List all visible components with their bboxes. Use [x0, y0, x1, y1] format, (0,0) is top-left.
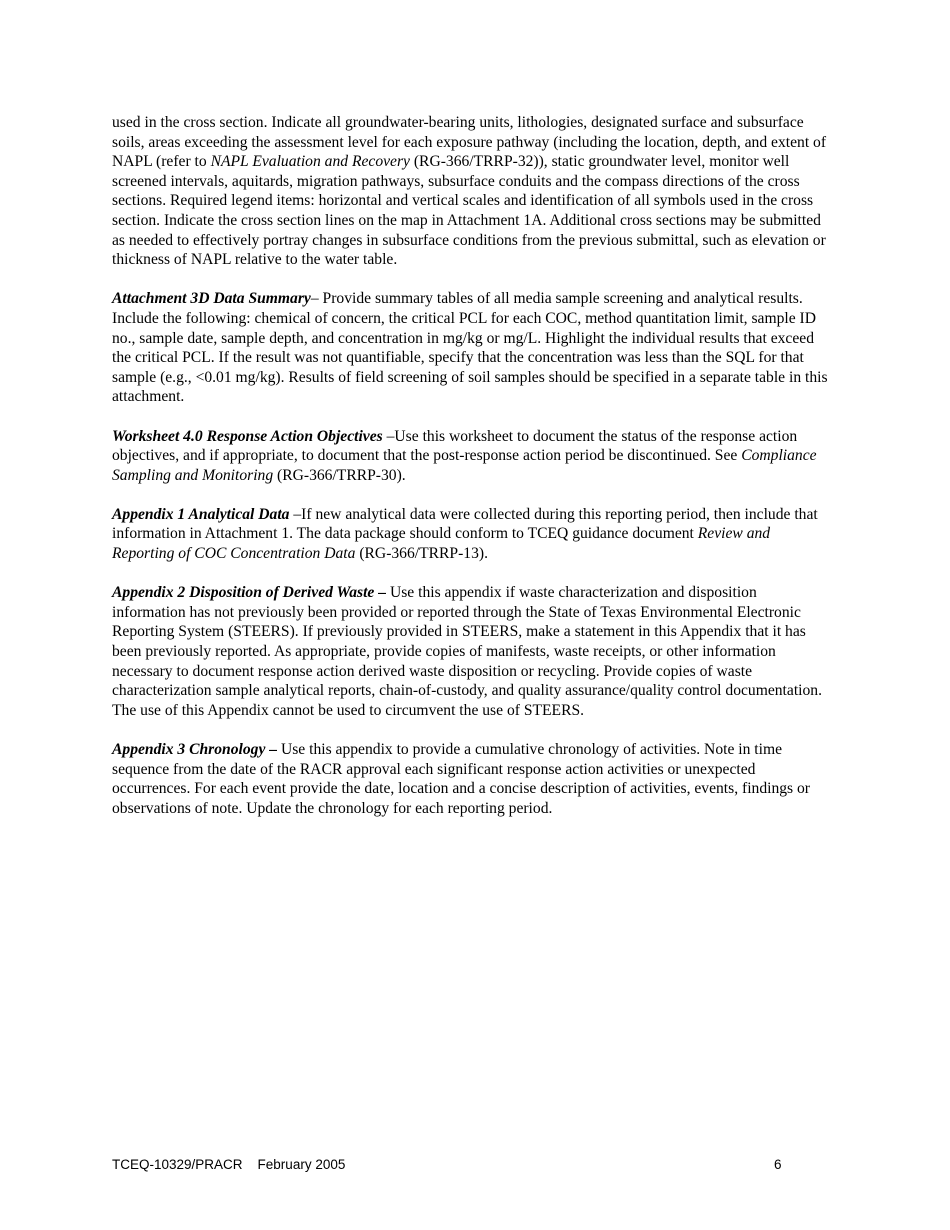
document-title-reference: Compliance Sampling and Monitoring — [112, 447, 817, 484]
body-text: (RG-366/TRRP-32)), static groundwater level, monitor well screened intervals, aquitards, migration pathways, subsurface conduits and the compass directions of the cross sections. Required legend items: horizontal and vertical scales and identification of all symbols used in the cross section. Indicate the cross section lines on the map in Attachment 1A. Additional cross sections may be submitted as needed to effectively portray changes in subsurface conditions from the previous submittal, such as elevation or thickness of NAPL relative to the water table. — [112, 153, 826, 269]
footer-form-id: TCEQ-10329/PRACR February 2005 — [112, 1157, 346, 1172]
document-body — [112, 113, 834, 838]
section-heading: Attachment 3D Data Summary — [112, 290, 311, 308]
body-text: –Use this worksheet to document the status of the response action objectives, and if appropriate, to document that the post-response action period be discontinued. See — [112, 427, 798, 465]
body-text: Use this appendix if waste characterization and disposition information has not previously been provided or reported through the State of Texas Environmental Electronic Reporting System (STEERS). If previously provided in STEERS, make a statement in this Appendix that it has been previously reported. As appropriate, provide copies of manifests, waste receipts, or other information necessary to document response action derived waste disposition or recycling. Provide copies of waste characterization sample analytical reports, chain-of-custody, and quality assurance/quality control documentation. The use of this Appendix cannot be used to circumvent the use of STEERS. — [112, 584, 822, 719]
paragraph-appendix-2 — [112, 583, 834, 720]
body-text: Use this appendix to provide a cumulative chronology of activities. Note in time sequence from the date of the RACR approval each significant response action activities or unexpected occurrences. For each event provide the date, location and a concise description of activities, events, findings or observations of note. Update the chronology for each reporting period. — [112, 741, 811, 817]
document-title-reference: Review and Reporting of COC Concentration Data — [112, 525, 771, 563]
section-heading: Appendix 1 Analytical Data — [112, 505, 290, 523]
section-heading: Appendix 3 Chronology – — [112, 741, 278, 758]
section-heading: Worksheet 4.0 Response Action Objectives — [112, 427, 383, 445]
body-text: – Provide summary tables of all media sample screening and analytical results. Include the following: chemical of concern, the critical PCL for each COC, method quantitation limit, sample ID no., sample date, sample depth, and concentration in mg/kg or mg/L. Highlight the individual results that exceed the critical PCL. If the result was not quantifiable, specify that the concentration was less than the SQL for that sample (e.g., <0.01 mg/kg). Results of field screening of soil samples should be specified in a separate table in this attachment. — [112, 290, 828, 406]
paragraph-attachment-3d — [112, 289, 834, 407]
paragraph-appendix-1 — [112, 505, 834, 564]
body-text: used in the cross section. Indicate all groundwater-bearing units, lithologies, designated surface and subsurface soils, areas exceeding the assessment level for each exposure pathway (including the location, depth, and extent of NAPL (refer to — [112, 114, 827, 171]
body-text: (RG-366/TRRP-30). — [273, 466, 406, 484]
footer-page-number: 6 — [774, 1157, 782, 1172]
body-text: (RG-366/TRRP-13). — [355, 545, 488, 563]
section-heading: Appendix 2 Disposition of Derived Waste – — [112, 584, 387, 602]
paragraph-cross-section — [112, 113, 834, 270]
document-title-reference: NAPL Evaluation and Recovery — [210, 153, 410, 171]
paragraph-appendix-3 — [112, 740, 834, 818]
body-text: –If new analytical data were collected during this reporting period, then include that information in Attachment 1. The data package should conform to TCEQ guidance document — [112, 505, 818, 543]
paragraph-worksheet-4 — [112, 427, 834, 486]
